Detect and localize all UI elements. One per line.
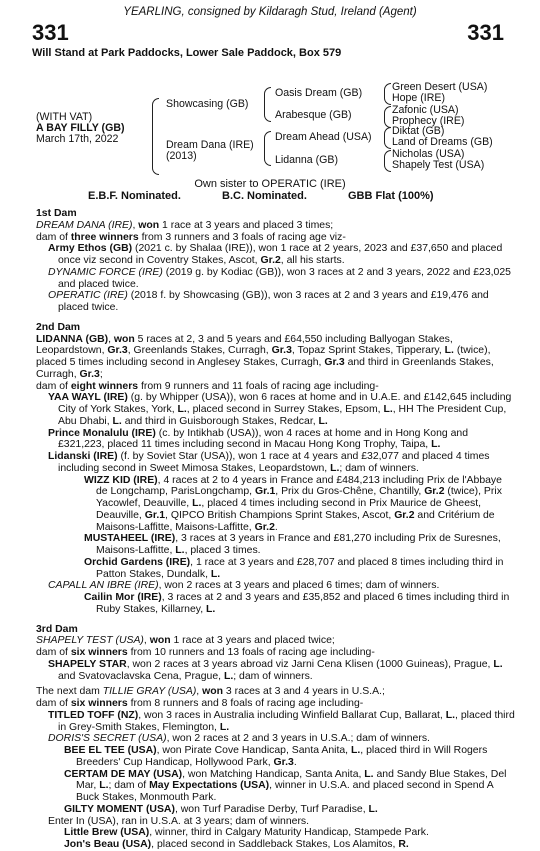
lot-number-left: 331	[32, 20, 69, 45]
consignment-line: YEARLING, consigned by Kildaragh Stud, Ireland (Agent)	[123, 6, 417, 18]
produce-entry: Little Brew (USA), winner, third in Calgary Maturity Handicap, Stampede Park.	[64, 827, 429, 839]
next-dam-produce: dam of six winners from 8 runners and 8 foals of racing age including-	[36, 698, 364, 709]
produce-entry: Cailin Mor (IRE), 3 races at 2 and 3 years and £35,852 and placed 6 times including third in Ruby Stakes, Killarney, L.	[84, 592, 510, 615]
vat-note: (WITH VAT)	[36, 111, 93, 123]
produce-entry: DORIS'S SECRET (USA), won 2 races at 2 and 3 years in U.S.A.; dam of winners.	[48, 733, 430, 745]
produce-entry: CERTAM DE MAY (USA), won Matching Handicap, Santa Anita, L. and Sandy Blue Stakes, Del Mar, L.; dam of May Expectations (USA), winner in U.S.A. and placed second in Spend A Buck Stakes, Monmouth Park.	[64, 768, 507, 803]
dam-dam-sire: Nicholas (USA)	[392, 148, 465, 160]
section-1st-dam: 1st Dam	[36, 208, 77, 219]
gen3-brace-3	[384, 127, 391, 149]
sire-sire-sire: Green Desert (USA)	[392, 81, 488, 93]
dam-dam: Lidanna (GB)	[275, 154, 339, 166]
gen3-brace-2	[384, 106, 391, 128]
sire-name: Showcasing (GB)	[166, 98, 249, 110]
bc-nomination: B.C. Nominated.	[222, 190, 307, 202]
catalogue-body	[36, 208, 516, 851]
dam-sire-dam: Land of Dreams (GB)	[392, 136, 493, 148]
dam-record: DREAM DANA (IRE), won 1 race at 3 years and placed 3 times;	[36, 219, 334, 231]
lot-title: A BAY FILLY (GB)	[36, 122, 125, 134]
dam-dam-dam: Shapely Test (USA)	[392, 159, 485, 171]
gbb-status: GBB Flat (100%)	[348, 190, 434, 202]
produce-entry: DYNAMIC FORCE (IRE) (2019 g. by Kodiac (GB)), won 3 races at 2 and 3 years, 2022 and £23,025 and placed twice.	[48, 266, 511, 290]
sire-dam-sire: Zafonic (USA)	[392, 104, 459, 116]
produce-entry: Prince Monalulu (IRE) (c. by Intikhab (USA)), won 4 races at home and in Hong Kong and £321,223, placed 11 times including second in Macau Hong Kong Trophy, Taipa, L.	[48, 427, 469, 451]
produce-entry: Orchid Gardens (IRE), 1 race at 3 years and £28,707 and placed 8 times including third in Patton Stakes, Dundalk, L.	[84, 556, 504, 580]
produce-entry: SHAPELY STAR, won 2 races at 3 years abroad viz Jarni Cena Klisen (1000 Guineas), Prague, L. and Svatovaclavska Cena, Prague, L.; dam of winners.	[48, 658, 503, 682]
sire-sire: Oasis Dream (GB)	[275, 87, 363, 99]
sire-dam: Arabesque (GB)	[275, 109, 352, 121]
produce-entry: Jon's Beau (USA), placed second in Saddleback Stakes, Los Alamitos, R.	[64, 839, 409, 850]
produce-entry: CAPALL AN IBRE (IRE), won 2 races at 3 years and placed 6 times; dam of winners.	[48, 580, 440, 592]
produce-entry: OPERATIC (IRE) (2018 f. by Showcasing (GB)), won 3 races at 2 and 3 years and £19,476 and placed twice.	[48, 290, 489, 313]
produce-entry: TITLED TOFF (NZ), won 3 races in Australia including Winfield Ballarat Cup, Ballarat, L., placed third in Grey-Smith Stakes, Flemington, L.	[48, 709, 515, 733]
dam-produce: dam of three winners from 3 runners and 3 foals of racing age viz-	[36, 231, 346, 243]
own-sister-note: Own sister to OPERATIC (IRE)	[194, 178, 346, 190]
produce-entry: Lidanski (IRE) (f. by Soviet Star (USA)), won 1 race at 4 years and £32,077 and placed 4 times including second in Sweet Mimosa Stakes, Leopardstown, L.; dam of winners.	[48, 451, 490, 474]
produce-entry: BEE EL TEE (USA), won Pirate Cove Handicap, Santa Anita, L., placed third in Will Rogers Breeders' Cup Handicap, Hollywood Park, Gr.3.	[64, 745, 488, 768]
third-dam-record: SHAPELY TEST (USA), won 1 race at 3 years and placed twice;	[36, 635, 335, 647]
dam-brace	[264, 131, 271, 166]
dam-name: Dream Dana (IRE)	[166, 139, 254, 151]
third-dam-produce: dam of six winners from 10 runners and 13 foals of racing age including-	[36, 647, 375, 658]
next-dam-record: The next dam TILLIE GRAY (USA), won 3 races at 3 and 4 years in U.S.A.;	[36, 686, 385, 698]
produce-entry: GILTY MOMENT (USA), won Turf Paradise Derby, Turf Paradise, L.	[64, 803, 378, 815]
section-2nd-dam: 2nd Dam	[36, 321, 81, 333]
section-3rd-dam: 3rd Dam	[36, 623, 78, 635]
stand-location: Will Stand at Park Paddocks, Lower Sale Paddock, Box 579	[32, 47, 342, 59]
gen3-brace-4	[384, 150, 391, 172]
produce-entry: Enter In (USA), ran in U.S.A. at 3 years; dam of winners.	[48, 815, 310, 827]
dam-year: (2013)	[166, 150, 197, 162]
dam-sire: Dream Ahead (USA)	[275, 131, 372, 143]
produce-entry: YAA WAYL (IRE) (g. by Whipper (USA)), won 6 races at home and in U.A.E. and £142,645 including City of York Stakes, York, L., placed second in Surrey Stakes, Epsom, L., HH The President Cup, Abu Dhabi, L. and third in Guisborough Stakes, Redcar, L.	[48, 392, 512, 427]
dam-sire-sire: Diktat (GB)	[392, 125, 445, 137]
foaling-date: March 17th, 2022	[36, 133, 119, 145]
lot-number-right: 331	[467, 20, 504, 45]
produce-entry: WIZZ KID (IRE), 4 races at 2 to 4 years in France and £484,213 including Prix de l'Abbaye de Longchamp, ParisLongchamp, Gr.1, Prix du Gros-Chêne, Chantilly, Gr.2 (twice), Prix Yacowlef, Deauville, L., placed 4 times including second in Prix Maurice de Gheest, Deauville, Gr.1, QIPCO British Champions Sprint Stakes, Ascot, Gr.2 and Critérium de Maisons-Laffitte, Maisons-Laffitte, Gr.2.	[84, 474, 502, 533]
pedigree-brace	[152, 98, 159, 175]
sire-sire-dam: Hope (IRE)	[392, 92, 445, 104]
ebf-nomination: E.B.F. Nominated.	[88, 190, 181, 202]
second-dam-produce: dam of eight winners from 9 runners and 11 foals of racing age including-	[36, 380, 379, 392]
gen3-brace-1	[384, 83, 391, 105]
produce-entry: Army Ethos (GB) (2021 c. by Shalaa (IRE)), won 1 race at 2 years, 2023 and £37,650 and placed once viz second in Coventry Stakes, Ascot, Gr.2, all his starts.	[48, 243, 503, 266]
second-dam-record: LIDANNA (GB), won 5 races at 2, 3 and 5 years and £64,550 including Ballyogan Stakes, Leopardstown, Gr.3, Greenlands Stakes, Curragh, Gr.3, Topaz Sprint Stakes, Tipperary, L. (twice), placed 5 times including second in Anglesey Stakes, Curragh, Gr.3 and third in Greenlands Stakes, Curragh, Gr.3;	[36, 333, 494, 380]
sire-brace	[264, 87, 271, 122]
sire-dam-dam: Prophecy (IRE)	[392, 115, 465, 127]
produce-entry: MUSTAHEEL (IRE), 3 races at 3 years in France and £81,270 including Prix de Suresnes, Maisons-Laffitte, L., placed 3 times.	[84, 533, 501, 556]
